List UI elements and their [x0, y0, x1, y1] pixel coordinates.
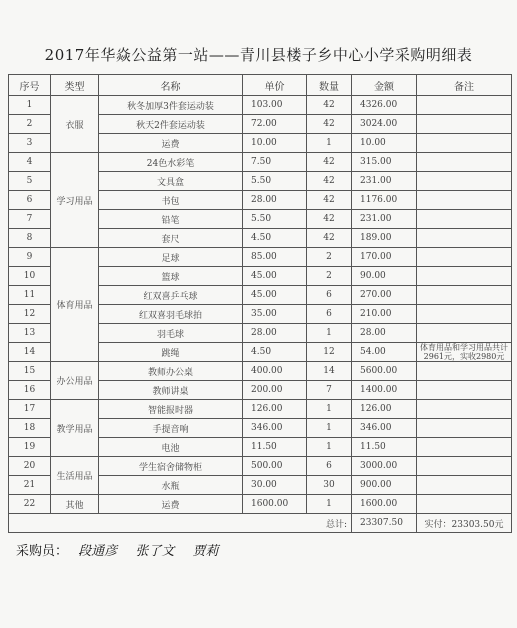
item-name: 学生宿舍储物柜 [99, 457, 243, 476]
remark [417, 381, 512, 400]
col-header-price: 单价 [243, 75, 307, 96]
remark [417, 362, 512, 381]
amount: 1176.00 [352, 191, 417, 210]
col-header-qty: 数量 [307, 75, 352, 96]
amount: 28.00 [352, 324, 417, 343]
signature-name: 张了文 [135, 544, 175, 559]
remark [417, 438, 512, 457]
quantity: 7 [307, 381, 352, 400]
unit-price: 35.00 [243, 305, 307, 324]
quantity: 1 [307, 400, 352, 419]
quantity: 42 [307, 153, 352, 172]
quantity: 12 [307, 343, 352, 362]
row-number: 18 [9, 419, 51, 438]
remark [417, 495, 512, 514]
unit-price: 45.00 [243, 286, 307, 305]
unit-price: 85.00 [243, 248, 307, 267]
amount: 1600.00 [352, 495, 417, 514]
quantity: 1 [307, 419, 352, 438]
unit-price: 5.50 [243, 210, 307, 229]
unit-price: 346.00 [243, 419, 307, 438]
row-number: 13 [9, 324, 51, 343]
item-name: 铅笔 [99, 210, 243, 229]
row-number: 2 [9, 115, 51, 134]
col-header-name: 名称 [99, 75, 243, 96]
quantity: 6 [307, 305, 352, 324]
category-cell: 生活用品 [51, 457, 99, 495]
row-number: 6 [9, 191, 51, 210]
remark [417, 248, 512, 267]
item-name: 红双喜乒乓球 [99, 286, 243, 305]
category-cell: 办公用品 [51, 362, 99, 400]
item-name: 智能报时器 [99, 400, 243, 419]
row-number: 22 [9, 495, 51, 514]
amount: 210.00 [352, 305, 417, 324]
table-row [9, 96, 512, 115]
col-header-amount: 金额 [352, 75, 417, 96]
quantity: 30 [307, 476, 352, 495]
total-label: 总计: [9, 514, 352, 533]
remark [417, 400, 512, 419]
remark [417, 134, 512, 153]
row-number: 1 [9, 96, 51, 115]
unit-price: 7.50 [243, 153, 307, 172]
row-number: 12 [9, 305, 51, 324]
amount: 3024.00 [352, 115, 417, 134]
row-number: 8 [9, 229, 51, 248]
item-name: 羽毛球 [99, 324, 243, 343]
row-number: 14 [9, 343, 51, 362]
item-name: 红双喜羽毛球拍 [99, 305, 243, 324]
row-number: 16 [9, 381, 51, 400]
signature-name: 段通彦 [78, 544, 118, 559]
item-name: 电池 [99, 438, 243, 457]
item-name: 书包 [99, 191, 243, 210]
item-name: 跳绳 [99, 343, 243, 362]
category-cell: 学习用品 [51, 153, 99, 248]
row-number: 10 [9, 267, 51, 286]
item-name: 教师讲桌 [99, 381, 243, 400]
unit-price: 103.00 [243, 96, 307, 115]
item-name: 秋冬加厚3件套运动装 [99, 96, 243, 115]
quantity: 6 [307, 457, 352, 476]
unit-price: 45.00 [243, 267, 307, 286]
table-row [9, 457, 512, 476]
remark [417, 172, 512, 191]
amount: 4326.00 [352, 96, 417, 115]
remark [417, 476, 512, 495]
item-name: 篮球 [99, 267, 243, 286]
row-number: 17 [9, 400, 51, 419]
item-name: 套尺 [99, 229, 243, 248]
purchase-table [8, 74, 512, 533]
row-number: 7 [9, 210, 51, 229]
quantity: 42 [307, 172, 352, 191]
item-name: 足球 [99, 248, 243, 267]
item-name: 水瓶 [99, 476, 243, 495]
row-number: 21 [9, 476, 51, 495]
table-row [9, 248, 512, 267]
unit-price: 1600.00 [243, 495, 307, 514]
total-row [9, 514, 512, 533]
category-cell: 其他 [51, 495, 99, 514]
unit-price: 4.50 [243, 343, 307, 362]
remark: 体育用品和学习用品共计2961元，实收2980元 [417, 343, 512, 362]
remark [417, 305, 512, 324]
signature-name: 贾莉 [192, 544, 219, 559]
quantity: 42 [307, 96, 352, 115]
header-row [9, 75, 512, 96]
unit-price: 200.00 [243, 381, 307, 400]
amount: 3000.00 [352, 457, 417, 476]
quantity: 42 [307, 115, 352, 134]
remark [417, 191, 512, 210]
amount: 170.00 [352, 248, 417, 267]
quantity: 42 [307, 229, 352, 248]
quantity: 42 [307, 191, 352, 210]
quantity: 1 [307, 438, 352, 457]
amount: 1400.00 [352, 381, 417, 400]
signature-label: 采购员： [16, 544, 69, 559]
remark [417, 267, 512, 286]
unit-price: 126.00 [243, 400, 307, 419]
remark [417, 115, 512, 134]
amount: 90.00 [352, 267, 417, 286]
unit-price: 30.00 [243, 476, 307, 495]
col-header-no: 序号 [9, 75, 51, 96]
quantity: 42 [307, 210, 352, 229]
amount: 315.00 [352, 153, 417, 172]
row-number: 20 [9, 457, 51, 476]
remark [417, 324, 512, 343]
col-header-type: 类型 [51, 75, 99, 96]
remark [417, 153, 512, 172]
table-row [9, 153, 512, 172]
unit-price: 5.50 [243, 172, 307, 191]
amount: 11.50 [352, 438, 417, 457]
signature-line [16, 540, 232, 559]
quantity: 2 [307, 267, 352, 286]
amount: 900.00 [352, 476, 417, 495]
remark [417, 457, 512, 476]
amount: 126.00 [352, 400, 417, 419]
row-number: 3 [9, 134, 51, 153]
remark [417, 96, 512, 115]
quantity: 6 [307, 286, 352, 305]
category-cell: 体育用品 [51, 248, 99, 362]
unit-price: 400.00 [243, 362, 307, 381]
amount: 10.00 [352, 134, 417, 153]
row-number: 5 [9, 172, 51, 191]
item-name: 手提音响 [99, 419, 243, 438]
amount: 270.00 [352, 286, 417, 305]
table-row [9, 495, 512, 514]
page-title: 2017年华焱公益第一站——青川县楼子乡中心小学采购明细表 [44, 46, 473, 64]
quantity: 1 [307, 495, 352, 514]
amount: 346.00 [352, 419, 417, 438]
total-value: 23307.50 [352, 514, 417, 533]
category-cell: 衣服 [51, 96, 99, 153]
row-number: 11 [9, 286, 51, 305]
amount: 5600.00 [352, 362, 417, 381]
row-number: 4 [9, 153, 51, 172]
item-name: 24色水彩笔 [99, 153, 243, 172]
unit-price: 4.50 [243, 229, 307, 248]
actual-paid: 实付：23303.50元 [417, 514, 512, 533]
quantity: 1 [307, 324, 352, 343]
row-number: 15 [9, 362, 51, 381]
amount: 189.00 [352, 229, 417, 248]
unit-price: 500.00 [243, 457, 307, 476]
amount: 231.00 [352, 210, 417, 229]
row-number: 9 [9, 248, 51, 267]
unit-price: 11.50 [243, 438, 307, 457]
unit-price: 10.00 [243, 134, 307, 153]
amount: 54.00 [352, 343, 417, 362]
remark [417, 286, 512, 305]
amount: 231.00 [352, 172, 417, 191]
item-name: 运费 [99, 134, 243, 153]
item-name: 秋天2件套运动装 [99, 115, 243, 134]
col-header-note: 备注 [417, 75, 512, 96]
unit-price: 72.00 [243, 115, 307, 134]
unit-price: 28.00 [243, 191, 307, 210]
table-row [9, 400, 512, 419]
category-cell: 教学用品 [51, 400, 99, 457]
remark [417, 229, 512, 248]
quantity: 2 [307, 248, 352, 267]
remark [417, 419, 512, 438]
table-row [9, 362, 512, 381]
quantity: 14 [307, 362, 352, 381]
item-name: 教师办公桌 [99, 362, 243, 381]
remark [417, 210, 512, 229]
item-name: 运费 [99, 495, 243, 514]
unit-price: 28.00 [243, 324, 307, 343]
item-name: 文具盒 [99, 172, 243, 191]
row-number: 19 [9, 438, 51, 457]
quantity: 1 [307, 134, 352, 153]
